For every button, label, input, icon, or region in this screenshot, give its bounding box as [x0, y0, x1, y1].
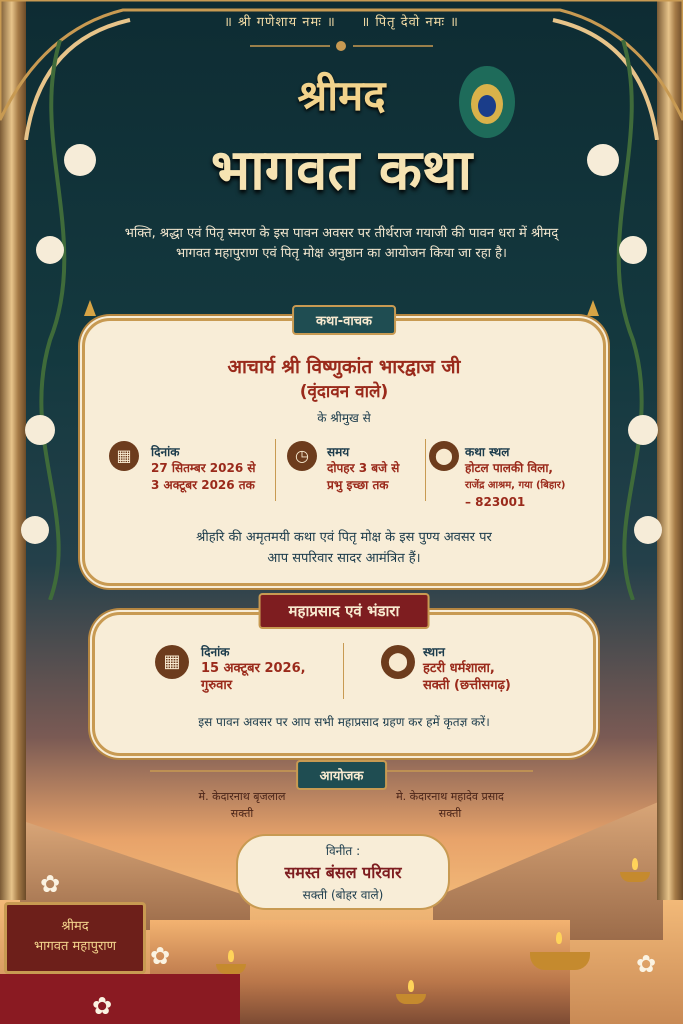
divider — [425, 439, 426, 501]
venue-line-1: होटल पालकी विला, — [465, 461, 553, 475]
mantra-right: ॥ पितृ देवो नमः ॥ — [361, 15, 459, 30]
diya-flame — [228, 950, 234, 962]
diya-flame — [632, 858, 638, 870]
date-line-1: 27 सितम्बर 2026 से — [151, 461, 256, 475]
organiser-2 — [350, 788, 550, 822]
invitation-text — [85, 527, 603, 569]
katha-venue-block — [465, 443, 597, 511]
vinit-family: समस्त बंसल परिवार — [284, 863, 402, 882]
invitation-line-2: आप सपरिवार सादर आमंत्रित हैं। — [267, 551, 421, 566]
katha-vachak-badge: कथा-वाचक — [292, 305, 396, 335]
katha-date-block — [151, 443, 271, 494]
mantra-line — [0, 12, 683, 30]
title-line-2: भागवत कथा — [210, 137, 473, 203]
bhagwat-book — [4, 902, 146, 974]
lotus-flower-icon: ✿ — [92, 992, 113, 1020]
diya-lamp-icon — [530, 952, 590, 970]
organiser-1-place: सक्ती — [230, 807, 254, 820]
vinit-place: सक्ती (बोहर वाले) — [302, 888, 384, 902]
orator-name: आचार्य श्री विष्णुकांत भारद्वाज जी — [227, 356, 461, 378]
date-line-2: 3 अक्टूबर 2026 तक — [151, 478, 255, 492]
time-line-2: प्रभु इच्छा तक — [327, 478, 389, 492]
lotus-flower-icon: ✿ — [150, 942, 171, 970]
invitation-line-1: श्रीहरि की अमृतमयी कथा एवं पितृ मोक्ष के इस पुण्य अवसर पर — [196, 530, 492, 545]
header-divider — [250, 38, 433, 54]
venue-line-2: राजेंद्र आश्रम, गया (बिहार) — [465, 480, 566, 491]
prasad-place-line-2: सक्ती (छत्तीसगढ़) — [423, 678, 511, 693]
location-pin-icon: ⬤ — [381, 645, 415, 679]
katha-time-block — [327, 443, 427, 494]
mahaprasad-badge: महाप्रसाद एवं भंडारा — [259, 593, 430, 629]
orator-origin: (वृंदावन वाले) — [299, 382, 389, 402]
organiser-1-name: मे. केदारनाथ बृजलाल — [198, 790, 286, 803]
prasad-place-line-1: हटरी धर्मशाला, — [423, 661, 495, 676]
mahaprasad-card — [92, 602, 596, 756]
prasad-place-label: स्थान — [423, 645, 445, 659]
intro-text: भक्ति, श्रद्धा एवं पितृ स्मरण के इस पावन अवसर पर तीर्थराज गयाजी की पावन धरा में श्रीमद् भागवत महापुराण एवं पितृ मोक्ष अनुष्ठान का आयोजन किया जा रहा है। — [124, 226, 559, 261]
lotus-flower-icon: ✿ — [636, 950, 657, 978]
organiser-2-name: मे. केदारनाथ महादेव प्रसाद — [396, 790, 504, 803]
location-pin-icon: ⬤ — [429, 441, 459, 471]
diya-flame — [408, 980, 414, 992]
book-title-line-1: श्रीमद — [61, 919, 89, 934]
prasad-date-line-2: गुरुवार — [201, 678, 233, 693]
divider — [275, 439, 276, 501]
lotus-flower-icon: ✿ — [40, 870, 61, 898]
prasad-date-label: दिनांक — [201, 645, 230, 659]
time-label: समय — [327, 445, 350, 459]
date-label: दिनांक — [151, 445, 180, 459]
prasad-date-block — [201, 643, 331, 694]
orator-from: के श्रीमुख से — [317, 411, 371, 425]
venue-label: कथा स्थल — [465, 445, 510, 459]
organisers-badge: आयोजक — [296, 760, 388, 790]
prasad-date-line-1: 15 अक्टूबर 2026, — [201, 661, 306, 676]
prasad-note: इस पावन अवसर पर आप सभी महाप्रसाद ग्रहण कर हमें कृतज्ञ करें। — [198, 715, 490, 729]
venue-line-3: – 823001 — [465, 495, 526, 509]
book-title-line-2: भागवत महापुराण — [33, 939, 117, 954]
prasad-place-block — [423, 643, 573, 694]
red-cloth — [0, 974, 240, 1024]
diya-flame — [556, 932, 562, 944]
organiser-2-place: सक्ती — [438, 807, 462, 820]
vinit-label: विनीत : — [325, 844, 361, 858]
title-line-1: श्रीमद — [297, 71, 386, 120]
organiser-1 — [142, 788, 342, 822]
clock-icon: ◷ — [287, 441, 317, 471]
calendar-icon: ▦ — [155, 645, 189, 679]
katha-details-card — [82, 314, 606, 586]
time-line-1: दोपहर 3 बजे से — [327, 461, 400, 475]
divider — [343, 643, 344, 699]
calendar-icon: ▦ — [109, 441, 139, 471]
vinit-box — [236, 834, 450, 910]
mantra-left: ॥ श्री गणेशाय नमः ॥ — [224, 15, 336, 30]
